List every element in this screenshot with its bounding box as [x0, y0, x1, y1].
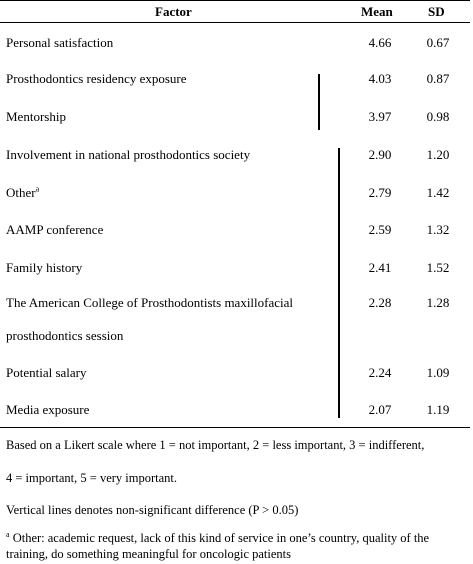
likert-note: Based on a Likert scale where 1 = not important, 2 = less important, 3 = indifferent,: [6, 438, 425, 452]
factor-cell: Prosthodontics residency exposure: [6, 71, 187, 86]
sd-cell: 1.42: [426, 185, 450, 200]
table-row: [0, 71, 473, 91]
mean-cell: 2.41: [368, 260, 392, 275]
factor-cell: Mentorship: [6, 109, 66, 124]
factor-cell: Media exposure: [6, 402, 90, 417]
sd-cell: 0.67: [426, 35, 450, 50]
factor-cell: AAMP conference: [6, 222, 104, 237]
table-row: [0, 147, 473, 167]
significance-line: [318, 74, 320, 130]
mean-cell: 2.07: [368, 402, 392, 417]
sd-cell: 0.98: [426, 109, 450, 124]
factor-cell: Family history: [6, 260, 83, 275]
likert-note: 4 = important, 5 = very important.: [6, 471, 178, 485]
table-row: [0, 109, 473, 129]
factor-cell-continuation: prosthodontics session: [6, 328, 124, 343]
factor-cell: The American College of Prosthodontists maxillofacial: [6, 295, 294, 310]
table-row: [0, 260, 473, 280]
sd-cell: 1.28: [426, 295, 450, 310]
mean-cell: 2.79: [368, 185, 392, 200]
table-row: [0, 222, 473, 242]
factor-cell: Personal satisfaction: [6, 35, 114, 50]
factor-cell: Potential salary: [6, 365, 87, 380]
sd-cell: 0.87: [426, 71, 450, 86]
sd-cell: 1.19: [426, 402, 450, 417]
table-top-rule: [0, 0, 470, 1]
mean-cell: 2.24: [368, 365, 392, 380]
header-factor: Factor: [155, 4, 192, 19]
mean-cell: 4.03: [368, 71, 392, 86]
table-row: [0, 402, 473, 422]
table-row: [0, 295, 473, 315]
header-mean: Mean: [361, 4, 393, 19]
sd-cell: 1.52: [426, 260, 450, 275]
sd-cell: 1.32: [426, 222, 450, 237]
footnote: training, do something meaningful for oncologic patients: [6, 547, 292, 561]
factor-text: Other: [6, 185, 36, 200]
mean-cell: 2.59: [368, 222, 392, 237]
footnote: [6, 530, 429, 546]
footnote-marker: a: [6, 529, 10, 539]
table-row: [0, 35, 473, 55]
sd-cell: 1.09: [426, 365, 450, 380]
header-rule: [0, 22, 470, 23]
significance-line: [338, 148, 340, 418]
factor-cell: [6, 185, 39, 201]
header-sd: SD: [428, 4, 445, 19]
mean-cell: 4.66: [368, 35, 392, 50]
sd-cell: 1.20: [426, 147, 450, 162]
table-bottom-rule: [0, 427, 470, 428]
mean-cell: 2.28: [368, 295, 392, 310]
mean-cell: 2.90: [368, 147, 392, 162]
mean-cell: 3.97: [368, 109, 392, 124]
factor-cell: Involvement in national prosthodontics society: [6, 147, 251, 162]
footnote-marker: a: [35, 184, 40, 194]
table-row: [0, 185, 473, 205]
table-row: [0, 365, 473, 385]
footnote-text: Other: academic request, lack of this kind of service in one’s country, quality of the: [12, 531, 430, 545]
vertical-line-note: Vertical lines denotes non-significant difference (P > 0.05): [6, 503, 299, 517]
